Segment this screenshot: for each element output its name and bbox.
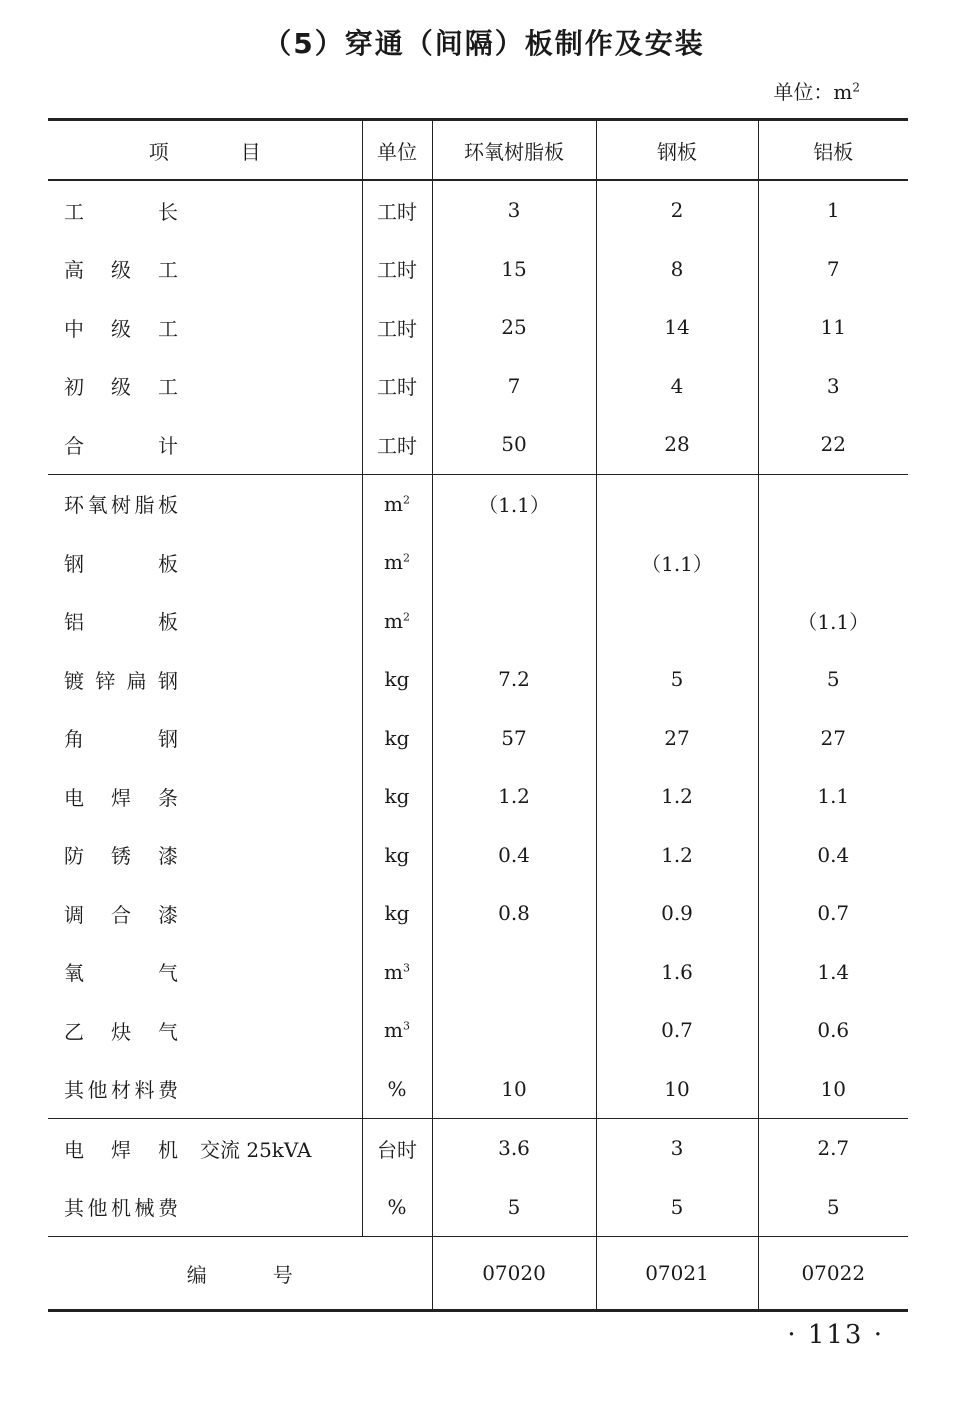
item-label: 其他机械费: [64, 1196, 178, 1221]
row-unit: [362, 650, 432, 709]
unit-label: kg: [384, 667, 410, 692]
table-body: [48, 180, 908, 1237]
value-cell: 22: [820, 432, 846, 457]
unit-sup: 2: [402, 551, 410, 565]
value-cell: 1.1: [817, 784, 850, 809]
value-cell: 5: [596, 650, 758, 709]
item-label: 工长: [64, 199, 178, 224]
table-row: [48, 1060, 908, 1119]
row-item-name: [48, 180, 362, 240]
header-epoxy-board: 环氧树脂板: [432, 120, 596, 181]
unit-label: m: [384, 1018, 403, 1043]
value-cell: 0.4: [432, 826, 596, 885]
unit-label: %: [387, 1194, 407, 1219]
item-label: 电焊条: [64, 785, 178, 810]
item-label: 铝板: [64, 610, 178, 635]
row-unit: [362, 884, 432, 943]
item-spec: 交流 25kVA: [200, 1137, 312, 1162]
row-unit: [362, 180, 432, 240]
header-row: [48, 120, 908, 181]
value-cell: 5: [596, 1178, 758, 1237]
unit-label: m: [384, 550, 403, 575]
unit-note: [773, 76, 860, 105]
row-unit: [362, 592, 432, 651]
table-row: [48, 240, 908, 299]
item-label: 镀锌扁钢: [64, 668, 178, 693]
value-cell: 7: [826, 256, 840, 281]
value-cell: 15: [432, 240, 596, 299]
code-cell: 07022: [758, 1237, 908, 1311]
value-cell: [596, 592, 758, 651]
row-item-name: [48, 1119, 362, 1178]
table-row: [48, 533, 908, 592]
table-row: [48, 180, 908, 240]
table-row: [48, 709, 908, 768]
unit-sup: 2: [402, 493, 410, 507]
row-item-name: [48, 709, 362, 768]
value-cell: 0.8: [432, 884, 596, 943]
row-item-name: [48, 298, 362, 357]
row-unit: [362, 533, 432, 592]
quota-table: [48, 118, 908, 1312]
row-item-name: [48, 592, 362, 651]
row-item-name: [48, 884, 362, 943]
code-row: [48, 1237, 908, 1311]
value-cell: 1: [826, 198, 840, 223]
value-cell: 11: [820, 315, 846, 340]
row-unit: [362, 826, 432, 885]
unit-label: 工时: [377, 316, 417, 341]
item-label: 中级工: [64, 316, 178, 341]
page-number: · 113 ·: [787, 1320, 884, 1350]
unit-label: %: [387, 1076, 407, 1101]
value-cell: 27: [820, 725, 846, 750]
row-item-name: [48, 415, 362, 474]
row-item-name: [48, 1001, 362, 1060]
row-unit: [362, 474, 432, 533]
unit-sup: 3: [402, 1019, 410, 1033]
row-unit: [362, 709, 432, 768]
value-cell: 1.2: [432, 767, 596, 826]
unit-label: 台时: [377, 1137, 417, 1162]
row-item-name: [48, 240, 362, 299]
value-cell: [758, 474, 908, 533]
code-cell: 07020: [432, 1237, 596, 1311]
row-item-name: [48, 1178, 362, 1237]
item-label: 钢板: [64, 551, 178, 576]
row-item-name: [48, 1060, 362, 1119]
value-cell: [758, 533, 908, 592]
value-cell: （1.1）: [797, 610, 870, 635]
item-label: 氧气: [64, 961, 178, 986]
row-unit: [362, 1060, 432, 1119]
item-label: 调合漆: [64, 902, 178, 927]
value-cell: 0.7: [596, 1001, 758, 1060]
value-cell: 0.4: [817, 842, 850, 867]
code-cell: 07021: [596, 1237, 758, 1311]
unit-label: kg: [384, 784, 410, 809]
value-cell: 0.7: [817, 901, 850, 926]
value-cell: 3: [826, 373, 840, 398]
table-row: [48, 1119, 908, 1178]
unit-label: 工时: [377, 199, 417, 224]
value-cell: 10: [596, 1060, 758, 1119]
table-row: [48, 357, 908, 416]
item-label: 角钢: [64, 727, 178, 752]
value-cell: 3.6: [432, 1119, 596, 1178]
value-cell: 0.9: [596, 884, 758, 943]
row-unit: [362, 767, 432, 826]
value-cell: 0.6: [817, 1018, 850, 1043]
row-unit: [362, 240, 432, 299]
unit-label: 工时: [377, 375, 417, 400]
value-cell: 14: [596, 298, 758, 357]
unit-sup: 3: [402, 961, 410, 975]
table-row: [48, 474, 908, 533]
item-label: 乙炔气: [64, 1019, 178, 1044]
value-cell: [432, 592, 596, 651]
value-cell: 5: [432, 1178, 596, 1237]
table-row: [48, 415, 908, 474]
unit-sup: 2: [402, 610, 410, 624]
value-cell: 5: [826, 1194, 840, 1219]
unit-label: kg: [384, 901, 410, 926]
row-unit: [362, 1178, 432, 1237]
table-row: [48, 826, 908, 885]
value-cell: 57: [432, 709, 596, 768]
unit-label: m: [384, 959, 403, 984]
table-row: [48, 767, 908, 826]
value-cell: 50: [432, 415, 596, 474]
row-item-name: [48, 650, 362, 709]
value-cell: 25: [432, 298, 596, 357]
value-cell: （1.1）: [432, 474, 596, 533]
value-cell: 2.7: [758, 1119, 908, 1178]
row-item-name: [48, 474, 362, 533]
value-cell: 10: [820, 1076, 846, 1101]
unit-label: kg: [384, 725, 410, 750]
unit-label: m: [384, 608, 403, 633]
row-unit: [362, 357, 432, 416]
value-cell: [432, 1001, 596, 1060]
value-cell: [432, 943, 596, 1002]
item-label: 初级工: [64, 375, 178, 400]
table-row: [48, 1178, 908, 1237]
value-cell: 10: [432, 1060, 596, 1119]
table-row: [48, 592, 908, 651]
code-label: 编号: [48, 1237, 432, 1311]
value-cell: 27: [596, 709, 758, 768]
item-label: 环氧树脂板: [64, 493, 178, 518]
row-unit: [362, 415, 432, 474]
unit-label: m: [384, 491, 403, 516]
value-cell: 1.2: [596, 767, 758, 826]
row-item-name: [48, 357, 362, 416]
value-cell: 5: [826, 667, 840, 692]
header-item: 项目: [48, 120, 362, 181]
header-aluminum-plate: 铝板: [758, 120, 908, 181]
item-label: 其他材料费: [64, 1078, 178, 1103]
item-label: 合计: [64, 433, 178, 458]
row-item-name: [48, 826, 362, 885]
page-title: （5）穿通（间隔）板制作及安装: [263, 27, 705, 60]
table-row: [48, 650, 908, 709]
row-item-name: [48, 767, 362, 826]
row-unit: [362, 1119, 432, 1178]
value-cell: 1.6: [596, 943, 758, 1002]
value-cell: 7.2: [432, 650, 596, 709]
value-cell: 8: [596, 240, 758, 299]
value-cell: 2: [596, 180, 758, 240]
value-cell: 28: [596, 415, 758, 474]
row-item-name: [48, 943, 362, 1002]
value-cell: 1.2: [596, 826, 758, 885]
unit-note-sup: 2: [852, 80, 860, 95]
value-cell: （1.1）: [596, 533, 758, 592]
row-unit: [362, 298, 432, 357]
value-cell: 7: [432, 357, 596, 416]
item-label: 防锈漆: [64, 844, 178, 869]
table-row: [48, 1001, 908, 1060]
header-steel-plate: 钢板: [596, 120, 758, 181]
value-cell: 3: [432, 180, 596, 240]
unit-label: 工时: [377, 433, 417, 458]
value-cell: 4: [596, 357, 758, 416]
row-item-name: [48, 533, 362, 592]
item-label: 电焊机: [64, 1137, 178, 1162]
value-cell: [432, 533, 596, 592]
row-unit: [362, 1001, 432, 1060]
header-unit: 单位: [362, 120, 432, 181]
row-unit: [362, 943, 432, 1002]
unit-label: kg: [384, 842, 410, 867]
item-label: 高级工: [64, 258, 178, 283]
unit-label: 工时: [377, 258, 417, 283]
value-cell: 3: [596, 1119, 758, 1178]
table-row: [48, 943, 908, 1002]
table-row: [48, 884, 908, 943]
unit-note-label: 单位：m: [773, 80, 853, 104]
value-cell: 1.4: [817, 959, 850, 984]
value-cell: [596, 474, 758, 533]
table-row: [48, 298, 908, 357]
